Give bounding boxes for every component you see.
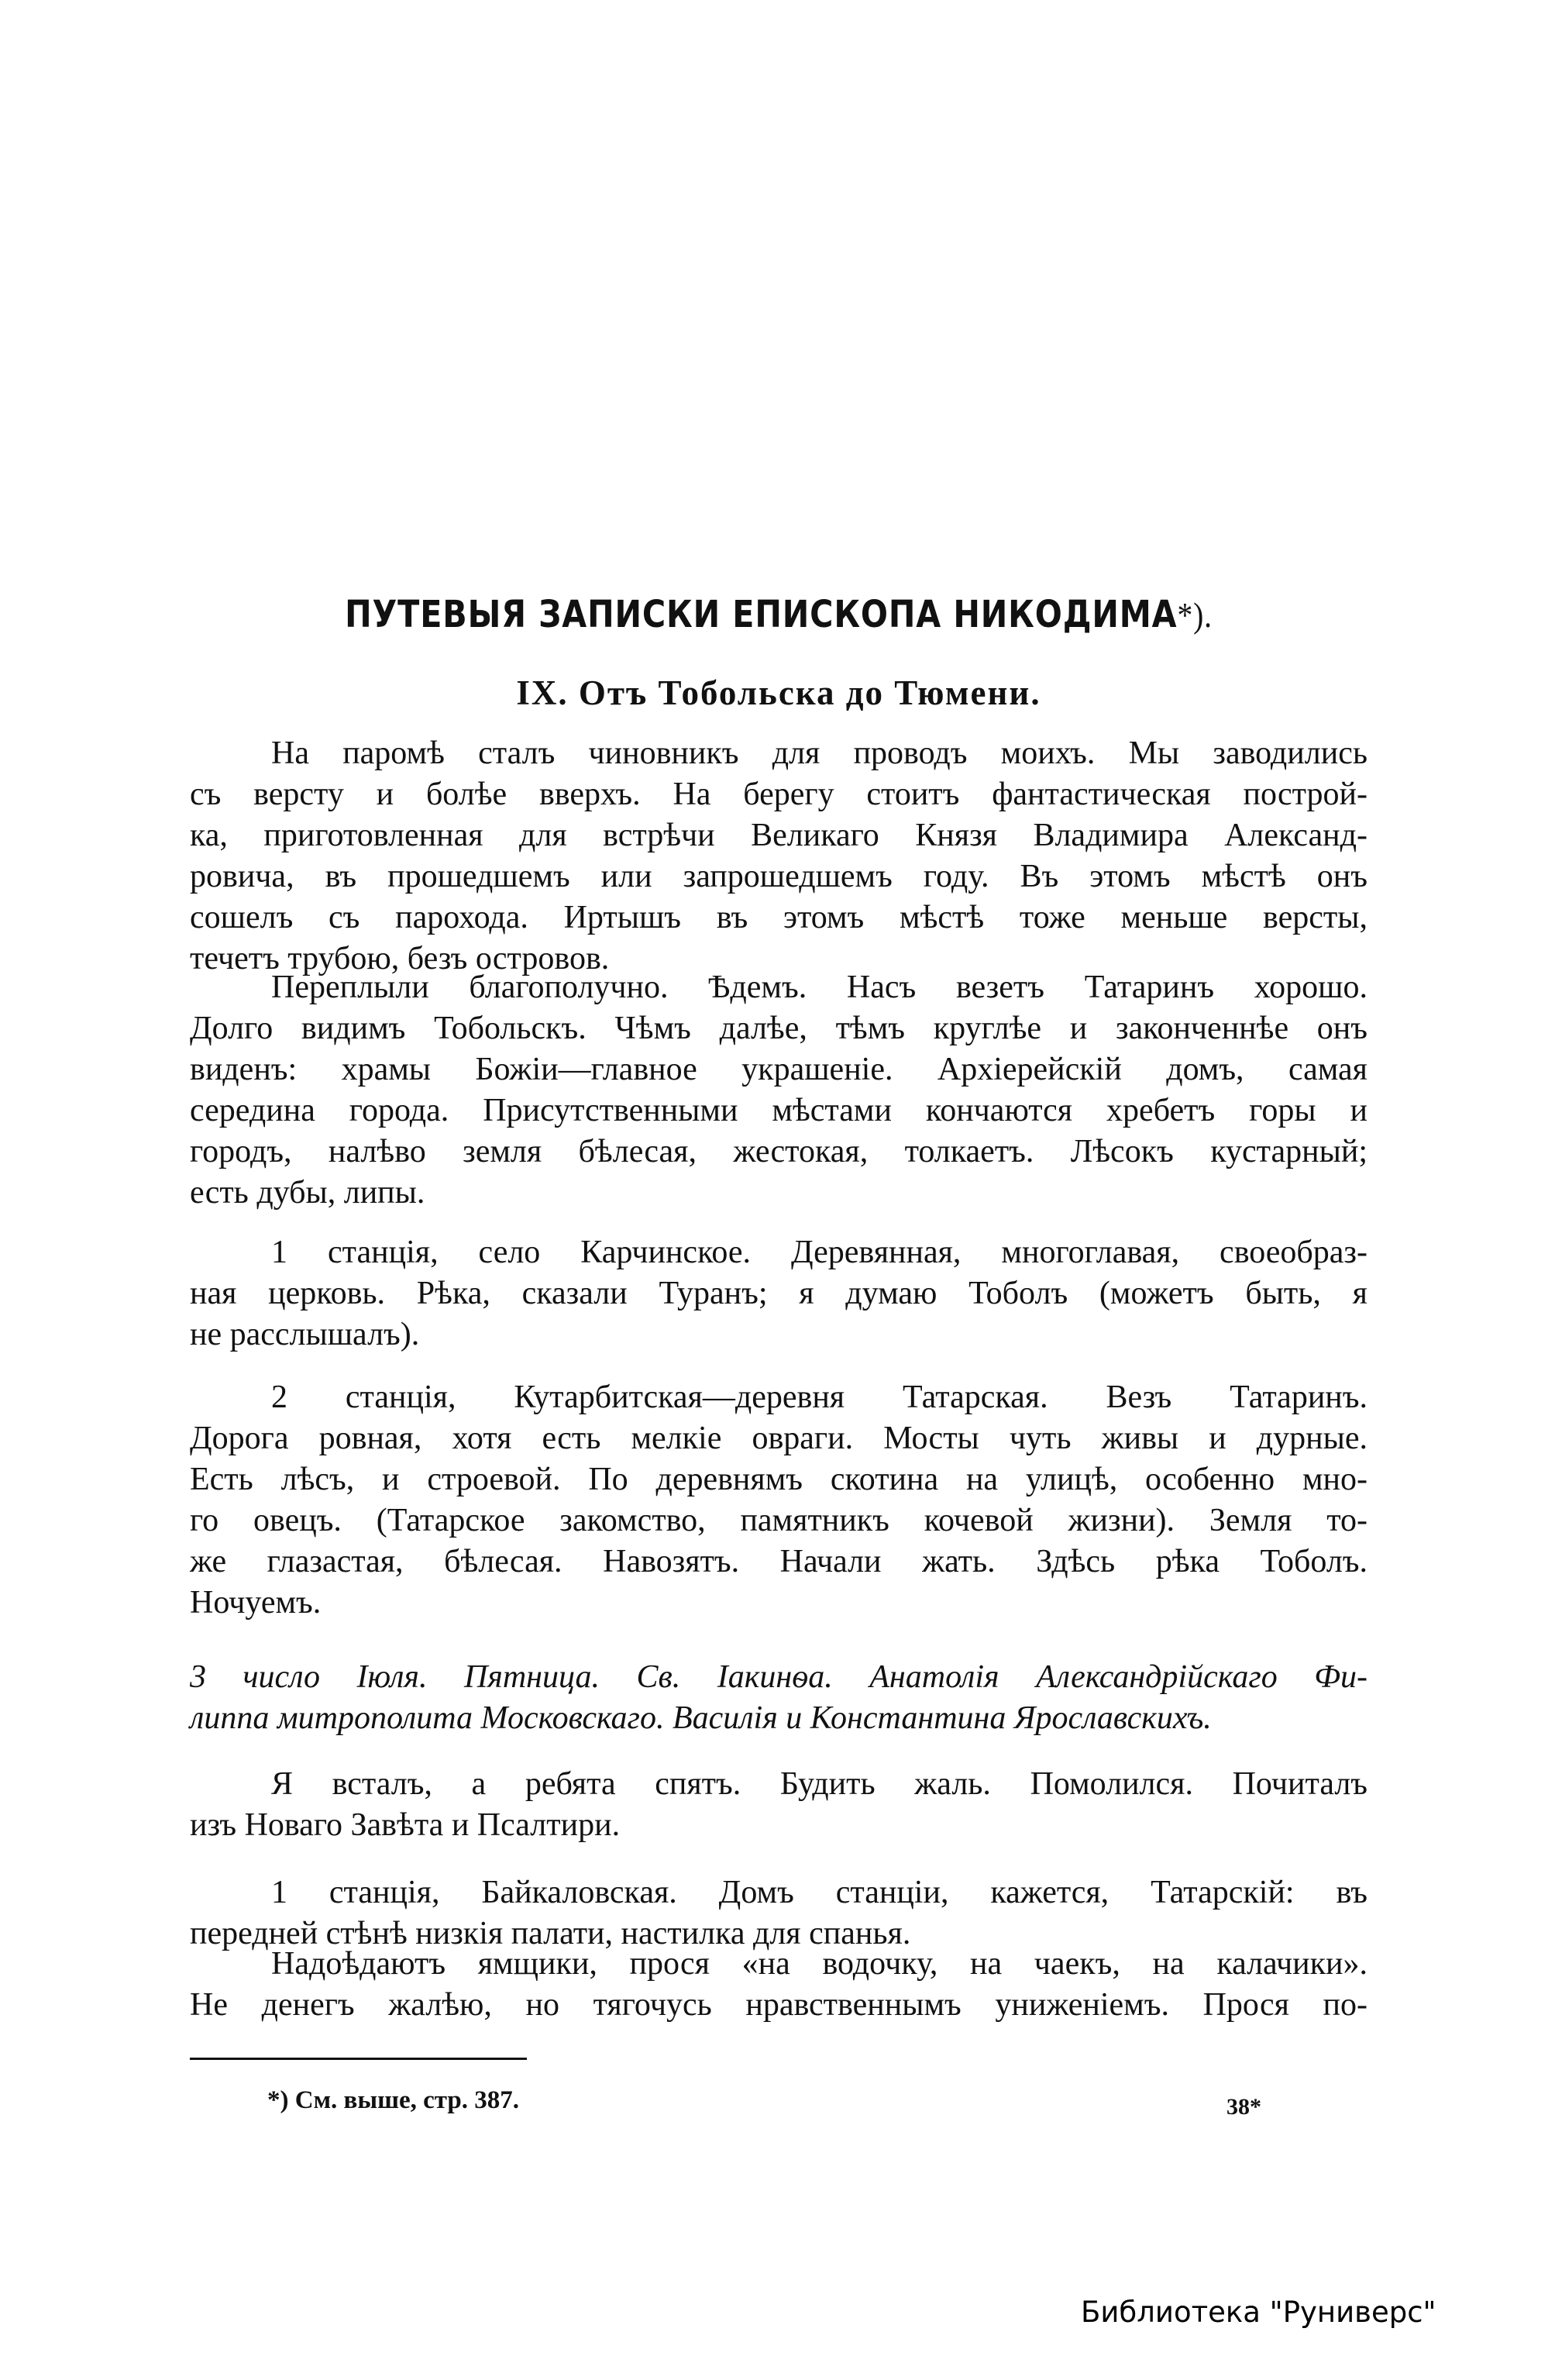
signature-mark: 38*	[1226, 2094, 1261, 2120]
paragraph	[190, 733, 1368, 980]
text-line: ровича, въ прошедшемъ или запрошедшемъ году. Въ этомъ мѣстѣ онъ	[190, 859, 1368, 894]
text-line: 2 станцiя, Кутарбитская—деревня Татарская. Везъ Татаринъ.	[271, 1379, 1368, 1415]
text-line: сошелъ съ парохода. Иртышъ въ этомъ мѣстѣ тоже меньше версты,	[190, 900, 1368, 935]
text-line: На паромѣ сталъ чиновникъ для проводъ моихъ. Мы заводились	[271, 735, 1368, 771]
text-line: Переплыли благополучно. Ѣдемъ. Насъ везетъ Татаринъ хорошо.	[271, 970, 1368, 1005]
date-heading	[190, 1657, 1368, 1739]
text-line: не расслышалъ).	[190, 1317, 420, 1352]
paragraph	[190, 1377, 1368, 1624]
text-line: съ версту и болѣе вверхъ. На берегу стоитъ фантастическая построй-	[190, 777, 1368, 812]
title-footnote-mark: *).	[1177, 595, 1213, 635]
page-title	[276, 593, 1282, 636]
paragraph	[190, 1944, 1368, 2026]
text-line: городъ, налѣво земля бѣлесая, жестокая, толкаетъ. Лѣсокъ кустарный;	[190, 1134, 1368, 1169]
paragraph	[190, 1764, 1368, 1846]
footnote-divider	[190, 2058, 527, 2060]
library-watermark: Библиотека "Руниверс"	[1081, 2296, 1436, 2329]
text-line: Долго видимъ Тобольскъ. Чѣмъ далѣе, тѣмъ круглѣе и законченнѣе онъ	[190, 1011, 1368, 1046]
text-line: виденъ: храмы Божiи—главное украшенiе. Архiерейскiй домъ, самая	[190, 1052, 1368, 1087]
text-line: Ночуемъ.	[190, 1585, 322, 1621]
paragraph	[190, 1872, 1368, 1955]
text-line: изъ Новаго Завѣта и Псалтири.	[190, 1807, 621, 1843]
text-line: середина города. Присутственными мѣстами кончаются хребетъ горы и	[190, 1093, 1368, 1128]
text-line: Дорога ровная, хотя есть мелкiе овраги. Мосты чуть живы и дурные.	[190, 1421, 1368, 1456]
text-line: течетъ трубою, безъ островов.	[190, 941, 610, 976]
paragraph	[190, 967, 1368, 1214]
text-line: Я всталъ, а ребята спятъ. Будить жаль. Помолился. Почиталъ	[271, 1766, 1368, 1802]
text-line: Надоѣдаютъ ямщики, прося «на водочку, на чаекъ, на калачики».	[271, 1946, 1368, 1982]
text-line: Есть лѣсъ, и строевой. По деревнямъ скотина на улицѣ, особенно мно-	[190, 1462, 1368, 1497]
text-line: Не денегъ жалѣю, но тягочусь нравственнымъ униженiемъ. Прося по-	[190, 1987, 1368, 2023]
text-line: передней стѣнѣ низкiя палати, настилка для спанья.	[190, 1916, 911, 1951]
title-text: ПУТЕВЫЯ ЗАПИСКИ ЕПИСКОПА НИКОДИМА	[345, 593, 1178, 636]
text-line: ка, приготовленная для встрѣчи Великаго Князя Владимира Александ-	[190, 818, 1368, 853]
text-line: го овецъ. (Татарское закомство, памятникъ кочевой жизни). Земля то-	[190, 1503, 1368, 1538]
text-line: же глазастая, бѣлесая. Навозятъ. Начали жать. Здѣсь рѣка Тоболъ.	[190, 1544, 1368, 1579]
text-line: 3 число Iюля. Пятница. Св. Iакинѳа. Анатолiя Александрiйскаго Фи-	[190, 1659, 1368, 1695]
chapter-heading: IX. Отъ Тобольска до Тюмени.	[516, 673, 1041, 712]
text-line: липпа митрополита Московскаго. Василiя и Константина Ярославскихъ.	[190, 1700, 1212, 1736]
footnote: *) См. выше, стр. 387.	[267, 2086, 520, 2114]
text-line: есть дубы, липы.	[190, 1175, 425, 1211]
text-line: 1 станцiя, Байкаловская. Домъ станцiи, кажется, Татарскiй: въ	[271, 1875, 1368, 1910]
text-line: ная церковь. Рѣка, сказали Туранъ; я думаю Тоболъ (можетъ быть, я	[190, 1276, 1368, 1311]
paragraph	[190, 1232, 1368, 1355]
text-line: 1 станцiя, село Карчинское. Деревянная, многоглавая, своеобраз-	[271, 1235, 1368, 1270]
